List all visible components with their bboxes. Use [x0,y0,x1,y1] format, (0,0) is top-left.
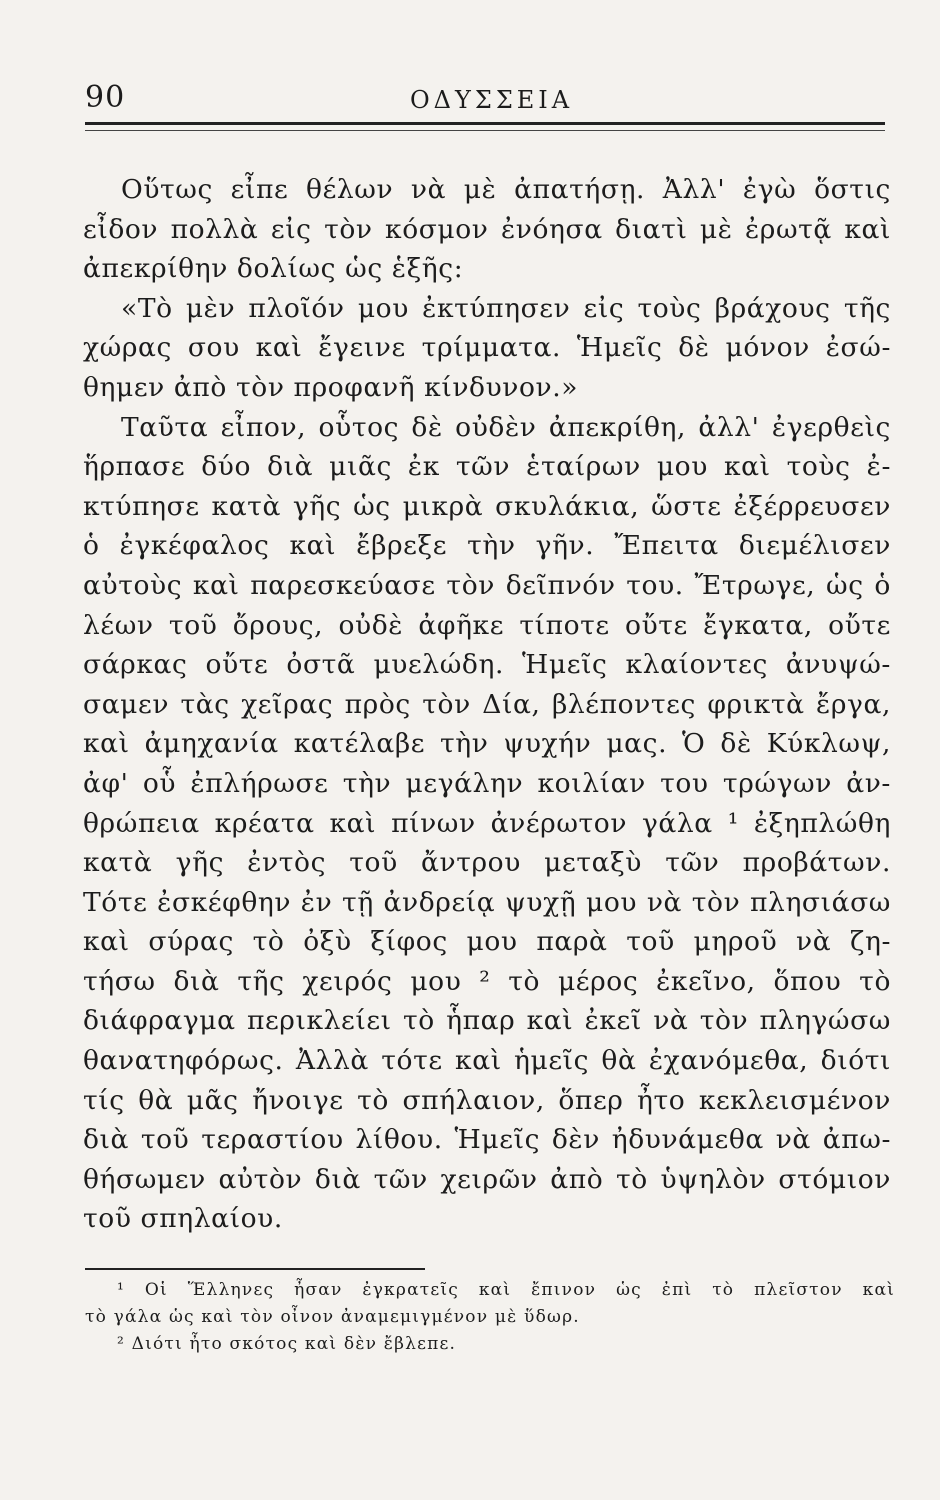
text-line: σαμεν τὰς χεῖρας πρὸς τὸν Δία, βλέποντες φρικτὰ ἔργα, [83,688,891,720]
text-line: λέων τοῦ ὄρους, οὐδὲ ἀφῆκε τίποτε οὔτε ἔγκατα, οὔτε [83,609,891,641]
text-line: θανατηφόρως. Ἀλλὰ τότε καὶ ἡμεῖς θὰ ἐχανόμεθα, διότι [83,1045,891,1077]
text-line: τοῦ σπηλαίου. [83,1203,283,1235]
footnotes [85,1277,895,1358]
header-rule [85,122,885,125]
text-line: διάφραγμα περικλείει τὸ ἧπαρ καὶ ἐκεῖ νὰ τὸν πληγώσω [83,1005,891,1037]
text-line: διὰ τοῦ τεραστίου λίθου. Ἡμεῖς δὲν ἠδυνάμεθα νὰ ἀπω- [83,1124,891,1156]
page-number: 90 [85,80,126,115]
text-line: Τότε ἐσκέφθην ἐν τῇ ἀνδρείᾳ ψυχῇ μου νὰ τὸν πλησιάσω [83,886,891,918]
text-line: κτύπησε κατὰ γῆς ὡς μικρὰ σκυλάκια, ὥστε ἐξέρρευσεν [83,490,891,522]
text-line: αὐτοὺς καὶ παρεσκεύασε τὸν δεῖπνόν του. Ἔτρωγε, ὡς ὁ [83,569,891,601]
text-line: τήσω διὰ τῆς χειρός μου ² τὸ μέρος ἐκεῖνο, ὅπου τὸ [83,965,891,997]
text-line: ἥρπασε δύο διὰ μιᾶς ἐκ τῶν ἑταίρων μου καὶ τοὺς ἐ- [83,451,891,483]
text-line: χώρας σου καὶ ἔγεινε τρίμματα. Ἡμεῖς δὲ μόνον ἐσώ- [83,332,891,364]
text-line: «Τὸ μὲν πλοῖόν μου ἐκτύπησεν εἰς τοὺς βράχους τῆς [121,292,891,324]
footnote-line: ¹ Οἱ Ἕλληνες ἦσαν ἐγκρατεῖς καὶ ἔπινον ὡς ἐπὶ τὸ πλεῖστον καὶ [117,1280,895,1300]
header-rule-thin [85,130,885,131]
running-title: ΟΔΥΣΣΕΙΑ [410,86,574,114]
text-line: ἀπεκρίθην δολίως ὡς ἑξῆς: [83,253,464,285]
page-header [85,80,885,120]
text-line: θήσωμεν αὐτὸν διὰ τῶν χειρῶν ἀπὸ τὸ ὑψηλὸν στόμιον [83,1163,891,1195]
text-line: Ταῦτα εἶπον, οὗτος δὲ οὐδὲν ἀπεκρίθη, ἀλλ' ἐγερθεὶς [121,411,891,443]
footnote-line: τὸ γάλα ὡς καὶ τὸν οἶνον ἀναμεμιγμένον μὲ ὕδωρ. [85,1307,580,1327]
text-line: εἶδον πολλὰ εἰς τὸν κόσμον ἐνόησα διατὶ μὲ ἐρωτᾷ καὶ [83,213,891,245]
body-text [83,170,891,1239]
text-line: ὁ ἐγκέφαλος καὶ ἔβρεξε τὴν γῆν. Ἔπειτα διεμέλισεν [83,530,891,562]
text-line: θημεν ἀπὸ τὸν προφανῆ κίνδυνον.» [83,371,579,403]
text-line: καὶ ἀμηχανία κατέλαβε τὴν ψυχήν μας. Ὁ δὲ Κύκλωψ, [83,728,891,760]
text-line: ἀφ' οὗ ἐπλήρωσε τὴν μεγάλην κοιλίαν του τρώγων ἀν- [83,767,891,799]
footnote-line: ² Διότι ἦτο σκότος καὶ δὲν ἔβλεπε. [117,1334,457,1354]
text-line: τίς θὰ μᾶς ἤνοιγε τὸ σπήλαιον, ὅπερ ἦτο κεκλεισμένον [83,1084,891,1116]
text-line: θρώπεια κρέατα καὶ πίνων ἀνέρωτον γάλα ¹ ἐξηπλώθη [83,807,891,839]
text-line: κατὰ γῆς ἐντὸς τοῦ ἄντρου μεταξὺ τῶν προβάτων. [83,847,891,879]
footnote-rule [85,1268,425,1270]
text-line: σάρκας οὔτε ὀστᾶ μυελώδη. Ἡμεῖς κλαίοντες ἀνυψώ- [83,649,891,681]
text-line: Οὕτως εἶπε θέλων νὰ μὲ ἀπατήσῃ. Ἀλλ' ἐγὼ ὅστις [121,174,891,205]
text-line: καὶ σύρας τὸ ὀξὺ ξίφος μου παρὰ τοῦ μηροῦ νὰ ζη- [83,926,891,958]
